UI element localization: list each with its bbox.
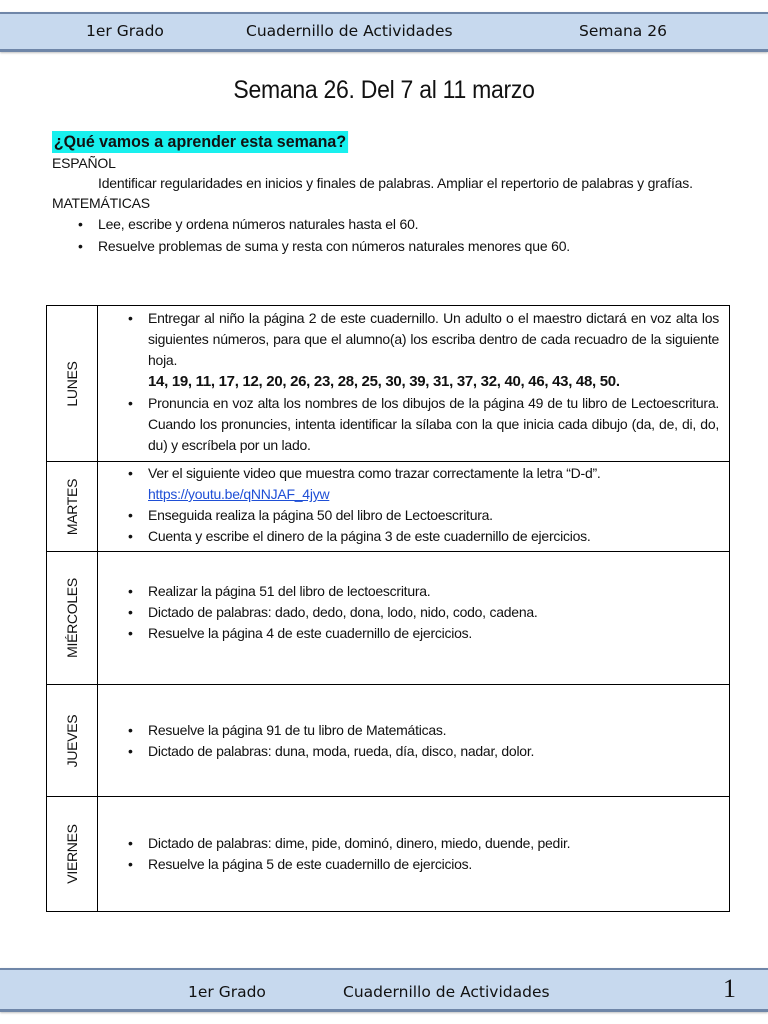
table-row-viernes — [47, 797, 730, 912]
activity-item: • Dictado de palabras: dado, dedo, dona, lodo, nido, codo, cadena. — [124, 602, 719, 623]
math-goals-list — [76, 213, 732, 257]
activities-cell — [98, 685, 730, 797]
activity-item: • Enseguida realiza la página 50 del libro de Lectoescritura. — [124, 505, 719, 526]
activity-item: • Pronuncia en voz alta los nombres de los dibujos de la página 49 de tu libro de Lectoescritura. Cuando los pronuncies, intenta identificar la sílaba con la que inicia cada dibujo (da, de, di, do, du) y escríbela por un lado. — [124, 393, 719, 456]
activities-cell — [98, 797, 730, 912]
day-name-miercoles: MIÉRCOLES — [64, 578, 80, 658]
day-name-viernes: VIERNES — [64, 824, 80, 884]
day-name-jueves: JUEVES — [64, 714, 80, 767]
day-cell — [47, 685, 98, 797]
day-cell — [47, 462, 98, 552]
day-cell — [47, 797, 98, 912]
activity-item: • Realizar la página 51 del libro de lectoescritura. — [124, 581, 719, 602]
footer-band — [0, 968, 768, 1012]
activity-item — [124, 308, 719, 393]
dictation-numbers: 14, 19, 11, 17, 12, 20, 26, 23, 28, 25, 30, 39, 31, 37, 32, 40, 46, 43, 48, 50. — [148, 373, 620, 390]
activity-item: • Resuelve la página 91 de tu libro de Matemáticas. — [124, 720, 719, 741]
spanish-label: ESPAÑOL — [52, 155, 116, 171]
activities-cell — [98, 306, 730, 462]
table-row-martes — [47, 462, 730, 552]
table-row-miercoles — [47, 552, 730, 685]
page-number: 1 — [723, 974, 736, 1003]
header-booklet-title: Cuadernillo de Actividades — [246, 22, 453, 40]
activity-item: • Resuelve la página 5 de este cuadernillo de ejercicios. — [124, 854, 719, 875]
activities-cell — [98, 462, 730, 552]
activity-item: • Dictado de palabras: dime, pide, dominó, dinero, miedo, duende, pedir. — [124, 833, 719, 854]
day-cell — [47, 552, 98, 685]
learning-goals-section — [52, 131, 732, 257]
table-row-jueves — [47, 685, 730, 797]
weekly-activities-table — [46, 305, 730, 912]
math-goal-item: • Lee, escribe y ordena números naturales hasta el 60. — [76, 213, 732, 235]
header-week: Semana 26 — [579, 22, 667, 40]
activity-item — [124, 463, 719, 505]
activity-item: • Resuelve la página 4 de este cuadernillo de ejercicios. — [124, 623, 719, 644]
activity-item: • Dictado de palabras: duna, moda, rueda, día, disco, nadar, dolor. — [124, 741, 719, 762]
activity-text: Ver el siguiente video que muestra como trazar correctamente la letra “D-d”. — [148, 465, 601, 481]
day-cell — [47, 306, 98, 462]
footer-booklet-title: Cuadernillo de Actividades — [343, 983, 550, 1001]
math-goal-item: • Resuelve problemas de suma y resta con números naturales menores que 60. — [76, 235, 732, 257]
learning-goals-heading: ¿Qué vamos a aprender esta semana? — [53, 132, 347, 151]
math-label: MATEMÁTICAS — [52, 195, 150, 211]
day-name-lunes: LUNES — [64, 360, 80, 407]
footer-grade: 1er Grado — [188, 983, 266, 1001]
spanish-goal-text: Identificar regularidades en inicios y finales de palabras. Ampliar el repertorio de palabras y grafías. — [98, 175, 693, 191]
page-title: Semana 26. Del 7 al 11 marzo — [233, 76, 535, 104]
activity-item: • Cuenta y escribe el dinero de la página 3 de este cuadernillo de ejercicios. — [124, 526, 719, 547]
header-band — [0, 12, 768, 52]
day-name-martes: MARTES — [64, 478, 80, 535]
header-grade: 1er Grado — [86, 22, 164, 40]
table-row-lunes — [47, 306, 730, 462]
activity-text: Entregar al niño la página 2 de este cuadernillo. Un adulto o el maestro dictará en voz alta los siguientes números, para que el alumno(a) los escriba dentro de cada recuadro de la siguiente hoja. — [148, 310, 719, 368]
video-link[interactable]: https://youtu.be/qNNJAF_4jyw — [148, 486, 330, 502]
activities-cell — [98, 552, 730, 685]
